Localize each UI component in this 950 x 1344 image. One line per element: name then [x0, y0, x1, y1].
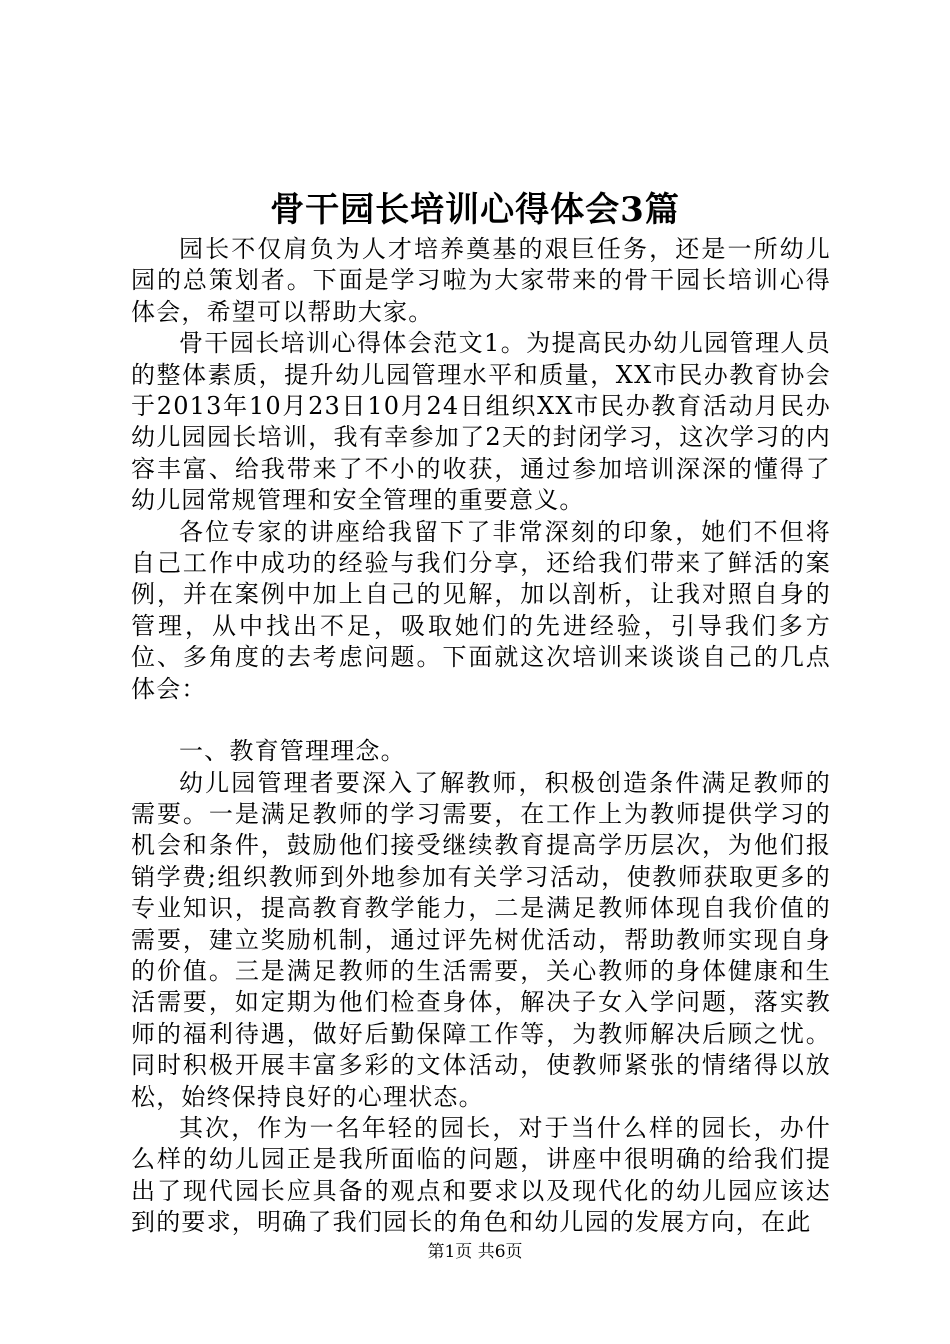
management-paragraph: 幼儿园管理者要深入了解教师，积极创造条件满足教师的需要。一是满足教师的学习需要，在工作上为教师提供学习的机会和条件，鼓励他们接受继续教育提高学历层次，为他们报销学费;组织教师到外地参加有关学习活动，使教师获取更多的专业知识，提高教育教学能力，二是满足教师体现自我价值的需要，建立奖励机制，通过评先树优活动，帮助教师实现自身的价值。三是满足教师的生活需要，关心教师的身体健康和生活需要，如定期为他们检查身体，解决子女入学问题，落实教师的福利待遇，做好后勤保障工作等，为教师解决后顾之忧。同时积极开展丰富多彩的文体活动，使教师紧张的情绪得以放松，始终保持良好的心理状态。 [131, 768, 831, 1111]
second-point-paragraph: 其次，作为一名年轻的园长，对于当什么样的园长，办什么样的幼儿园正是我所面临的问题，讲座中很明确的给我们提出了现代园长应具备的观点和要求以及现代化的幼儿园应该达到的要求，明确了我们园长的角色和幼儿园的发展方向，在此 [131, 1113, 831, 1237]
document-title: 骨干园长培训心得体会3篇 [270, 190, 680, 230]
intro-paragraph: 园长不仅肩负为人才培养奠基的艰巨任务，还是一所幼儿园的总策划者。下面是学习啦为大家带来的骨干园长培训心得体会，希望可以帮助大家。 [131, 235, 831, 326]
document-body [131, 234, 831, 1239]
sample-1-paragraph: 骨干园长培训心得体会范文1。为提高民办幼儿园管理人员的整体素质，提升幼儿园管理水平和质量，XX市民办教育协会于2013年10月23日10月24日组织XX市民办教育活动月民办幼儿园园长培训，我有幸参加了2天的封闭学习，这次学习的内容丰富、给我带来了不小的收获，通过参加培训深深的懂得了幼儿园常规管理和安全管理的重要意义。 [131, 329, 831, 515]
page-footer: 第1页 共6页 [427, 1242, 523, 1262]
lecture-impression-paragraph: 各位专家的讲座给我留下了非常深刻的印象，她们不但将自己工作中成功的经验与我们分享，还给我们带来了鲜活的案例，并在案例中加上自己的见解，加以剖析，让我对照自身的管理，从中找出不足，吸取她们的先进经验，引导我们多方位、多角度的去考虑问题。下面就这次培训来谈谈自己的几点体会： [131, 517, 831, 703]
section-heading: 一、教育管理理念。 [179, 737, 406, 766]
